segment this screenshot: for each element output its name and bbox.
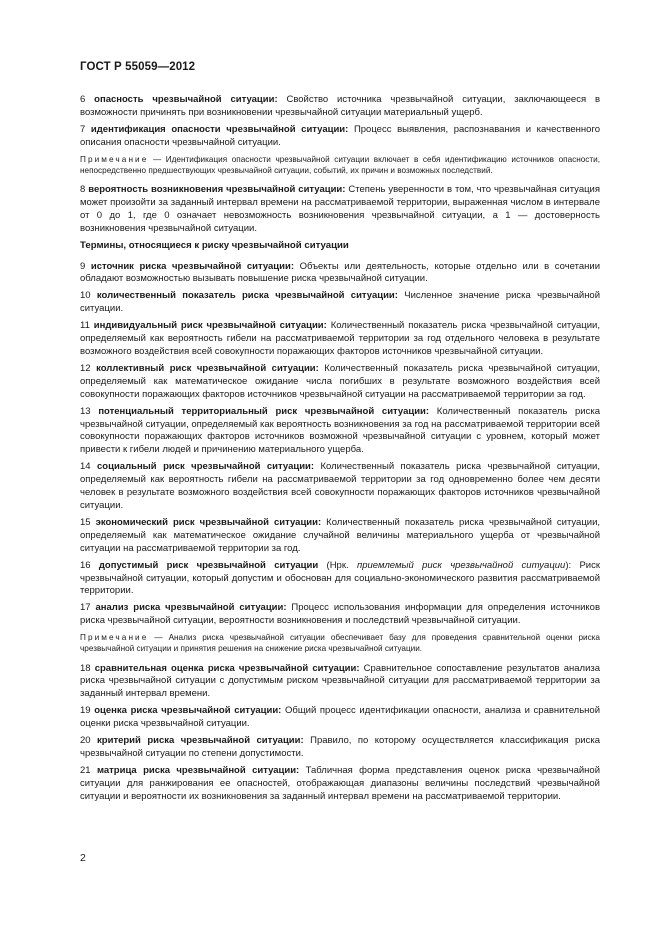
entries-group-a [80,94,600,150]
term-number: 11 [80,320,90,332]
section-heading: Термины, относящиеся к риску чрезвычайной ситуации [80,239,349,251]
term-definition: Количественный показатель риска чрезвычайной ситуации, определяемый как математическое ожидание числа погибших в результате возможного воздействия всей совокупности поражающих факторов источников чрезвычайной ситуации на рассматриваемой территории за год. [80,362,600,400]
term-entry [80,602,600,628]
term-definition: Процесс использования информации для определения источников риска чрезвычайной ситуации, вероятности возникновения и последствий чрезвычайной ситуации. [80,602,600,627]
term-definition: Табличная форма представления оценок риска чрезвычайной ситуации для ранжирования ее опасностей, отображающая диапазоны величины последствий чрезвычайной ситуации и вероятности их возникновения за заданный интервал времени на рассматриваемой территории. [80,764,601,802]
term-definition: Количественный показатель риска чрезвычайной ситуации, определяемый как вероятность гибели на рассматриваемой территории за год отдельного человека в результате возможного воздействия всей совокупности поражающих факторов источников чрезвычайной ситуации. [80,320,601,357]
term-name: источник риска чрезвычайной ситуации: [90,260,294,272]
term-name: оценка риска чрезвычайной ситуации: [94,705,282,717]
term-definition: Общий процесс идентификации опасности, анализа и сравнительной оценки риска чрезвычайной ситуации. [80,705,601,730]
term-definition: Степень уверенности в том, что чрезвычайная ситуация может произойти за заданный интервал времени на рассматриваемой территории, выраженная числом в интервале от 0 до 1, где 0 означает невозможность возникновения чрезвычайной ситуации, а 1 — достоверность возникновения чрезвычайной ситуации. [80,184,600,234]
term-number: 9 [80,260,86,272]
term-name: опасность чрезвычайной ситуации: [94,94,278,105]
term-entry [80,290,600,316]
term-name: коллективный риск чрезвычайной ситуации: [96,362,319,374]
term-entry [80,406,600,458]
note-label: Примечание [80,633,149,643]
term-number: 21 [80,764,91,776]
note-text: — Анализ риска чрезвычайной ситуации обеспечивает базу для проведения сравнительной оценки риска чрезвычайной ситуации и принятия решения на снижение риска чрезвычайной ситуации. [80,633,600,654]
term-entry [80,261,600,287]
term-definition: Свойство источника чрезвычайной ситуации, заключающееся в возможности причинять при возникновении чрезвычайной ситуации материальный ущерб. [80,94,600,118]
term-name: допустимый риск чрезвычайной ситуации [98,559,319,571]
term-entry [80,705,600,731]
term-paren-close: ): [565,559,572,571]
terms-content [80,94,600,808]
term-name: анализ риска чрезвычайной ситуации: [95,602,287,614]
term-entry [80,663,600,702]
term-number: 8 [80,184,86,196]
term-paren-open: (Нрк. [326,559,349,571]
term-entry [80,461,600,513]
term-number: 15 [80,516,91,528]
term-entry [80,184,600,236]
term-name: индивидуальный риск чрезвычайной ситуации: [93,320,327,332]
term-name: потенциальный территориальный риск чрезвычайной ситуации: [98,405,430,417]
term-entry [80,124,600,150]
term-definition: Риск чрезвычайной ситуации, который допустим и обоснован для социально-экономического развития рассматриваемой территории. [80,559,601,597]
term-definition: Количественный показатель риска чрезвычайной ситуации, определяемый как математическое ожидание случайной величины материального ущерба от чрезвычайной ситуации на рассматриваемой территории за год. [80,516,601,554]
term-number: 17 [80,602,91,614]
note-block [80,632,600,654]
term-definition: Численное значение риска чрезвычайной ситуации. [80,290,601,315]
term-definition: Количественный показатель риска чрезвычайной ситуации, определяемый как вероятность возникновения за год на рассматриваемой территории всей совокупности поражающих факторов источников возможной чрезвычайной ситуации с уровнем, который может привести к гибели людей и причинению материального ущерба. [80,405,600,456]
term-number: 6 [80,94,86,105]
term-definition: Количественный показатель риска чрезвычайной ситуации, определяемый как вероятность гибели на рассматриваемой территории за год одновременно более чем десяти человек в результате возможного воздействия всей совокупности поражающих факторов источников чрезвычайной ситуации. [80,461,600,511]
note-block [80,154,600,176]
page-number: 2 [80,852,86,864]
term-number: 12 [80,362,91,374]
term-name: критерий риска чрезвычайной ситуации: [97,735,304,747]
term-name: вероятность возникновения чрезвычайной ситуации: [88,184,346,196]
term-entry [80,560,600,599]
term-name: экономический риск чрезвычайной ситуации: [95,516,322,528]
term-entry [80,735,600,761]
term-entry [80,765,600,804]
term-name: матрица риска чрезвычайной ситуации: [96,764,300,776]
term-number: 20 [80,735,91,747]
term-number: 18 [80,662,91,674]
entries-group-c [80,663,600,804]
standard-header: ГОСТ Р 55059—2012 [80,61,196,73]
term-definition: Правило, по которому осуществляется классификация риска чрезвычайной ситуации по степени допустимости. [80,735,601,759]
term-name: количественный показатель риска чрезвычайной ситуации: [96,290,398,302]
term-number: 19 [80,705,91,717]
term-number: 16 [80,559,91,571]
term-definition: Процесс выявления, распознавания и качественного описания опасности чрезвычайной ситуации. [80,123,601,148]
term-number: 10 [80,290,91,302]
term-definition: Сравнительное сопоставление результатов анализа риска чрезвычайной ситуации с допустимым риском чрезвычайной ситуации для рассматриваемой территории за заданный интервал времени. [80,662,601,700]
note-text: — Идентификация опасности чрезвычайной ситуации включает в себя идентификацию источников опасности, непосредственно предшествующих чрезвычайной ситуации, событий, их причин и возможных последствий. [80,154,600,175]
term-entry [80,320,600,359]
term-alternative: приемлемый риск чрезвычайной ситуации [356,559,566,571]
term-name: социальный риск чрезвычайной ситуации: [97,461,315,473]
term-entry [80,363,600,402]
term-definition: Объекты или деятельность, которые отдельно или в сочетании обладают возможностью вызывать повышение риска чрезвычайной ситуации. [80,260,601,285]
entries-group-b [80,261,600,556]
term-name: сравнительная оценка риска чрезвычайной ситуации: [94,662,360,674]
term-number: 13 [80,405,91,417]
term-number: 14 [80,461,91,473]
term-entry [80,94,600,120]
note-label: Примечание [80,154,149,164]
term-number: 7 [80,123,86,135]
term-name: идентификация опасности чрезвычайной ситуации: [90,123,349,135]
term-entry [80,517,600,556]
